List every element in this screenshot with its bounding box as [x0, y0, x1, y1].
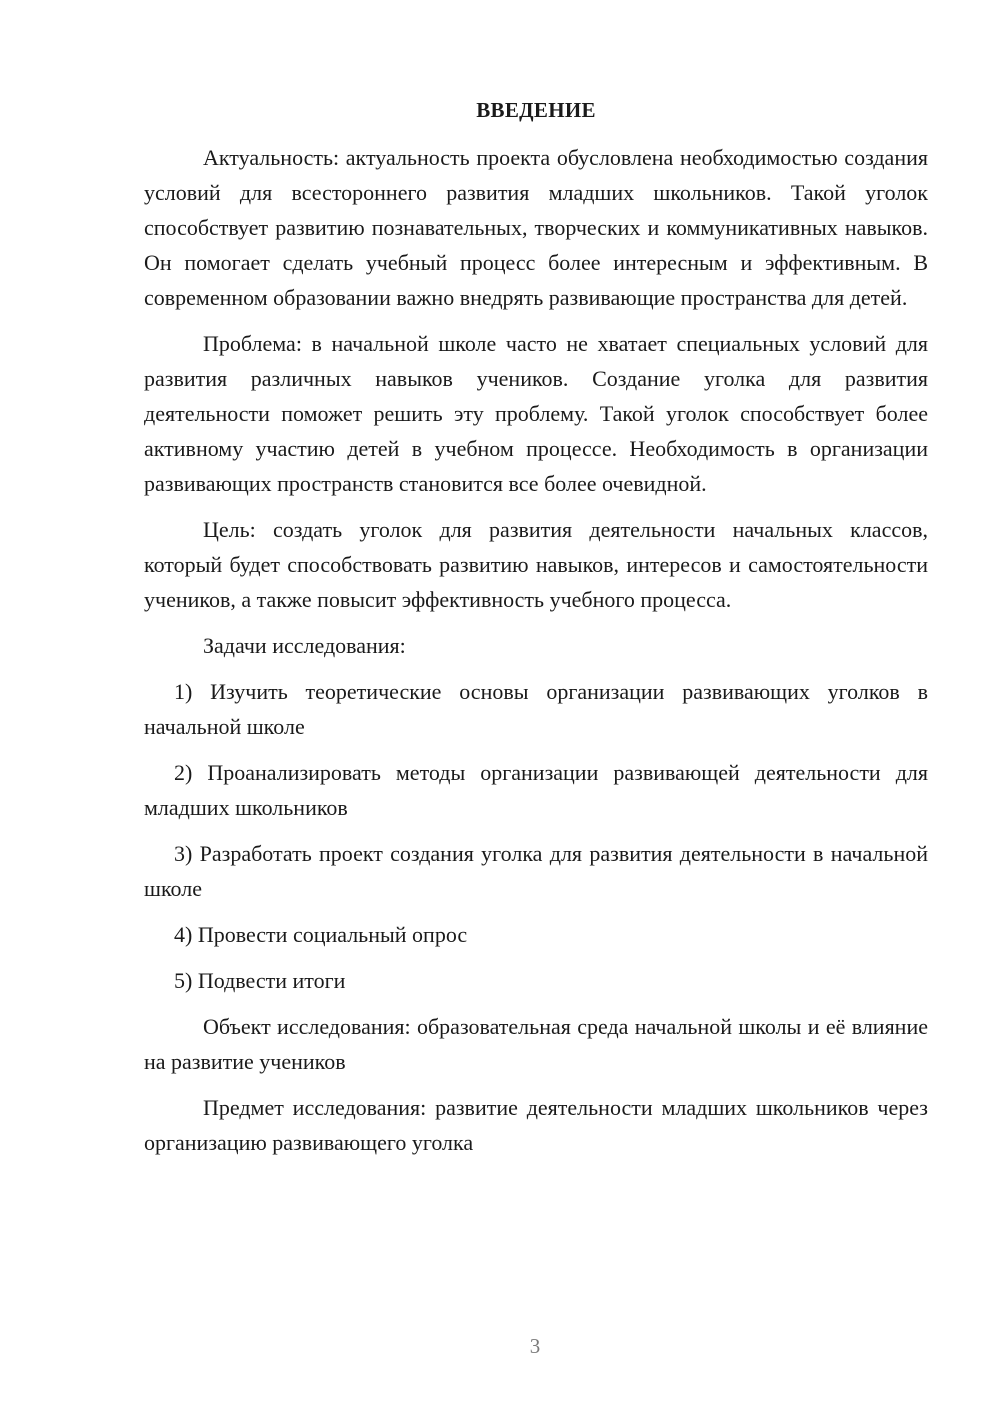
- task-item-1: 1) Изучить теоретические основы организации развивающих уголков в начальной школе: [144, 679, 928, 739]
- task-item-4: 4) Провести социальный опрос: [174, 922, 468, 947]
- paragraph-object: Объект исследования: образовательная среда начальной школы и её влияние на развитие учеников: [144, 1014, 928, 1074]
- page-title: ВВЕДЕНИЕ: [476, 98, 596, 122]
- task-item-5: 5) Подвести итоги: [174, 968, 346, 993]
- task-item-3: 3) Разработать проект создания уголка для развития деятельности в начальной школе: [144, 841, 928, 901]
- page-content: [144, 95, 928, 1171]
- tasks-heading: Задачи исследования:: [203, 633, 406, 658]
- paragraph-goal: Цель: создать уголок для развития деятельности начальных классов, который будет способствовать развитию навыков, интересов и самостоятельности учеников, а также повысит эффективность учебного процесса.: [144, 517, 928, 612]
- paragraph-problem: Проблема: в начальной школе часто не хватает специальных условий для развития различных навыков учеников. Создание уголка для развития деятельности поможет решить эту проблему. Такой уголок способствует более активному участию детей в учебном процессе. Необходимость в организации развивающих пространств становится все более очевидной.: [144, 331, 928, 496]
- page-number: 3: [529, 1334, 541, 1358]
- paragraph-subject: Предмет исследования: развитие деятельности младших школьников через организацию развивающего уголка: [144, 1095, 928, 1155]
- task-item-2: 2) Проанализировать методы организации развивающей деятельности для младших школьников: [144, 760, 928, 820]
- paragraph-relevance: Актуальность: актуальность проекта обусловлена необходимостью создания условий для всестороннего развития младших школьников. Такой уголок способствует развитию познавательных, творческих и коммуникативных навыков. Он помогает сделать учебный процесс более интересным и эффективным. В современном образовании важно внедрять развивающие пространства для детей.: [144, 145, 928, 310]
